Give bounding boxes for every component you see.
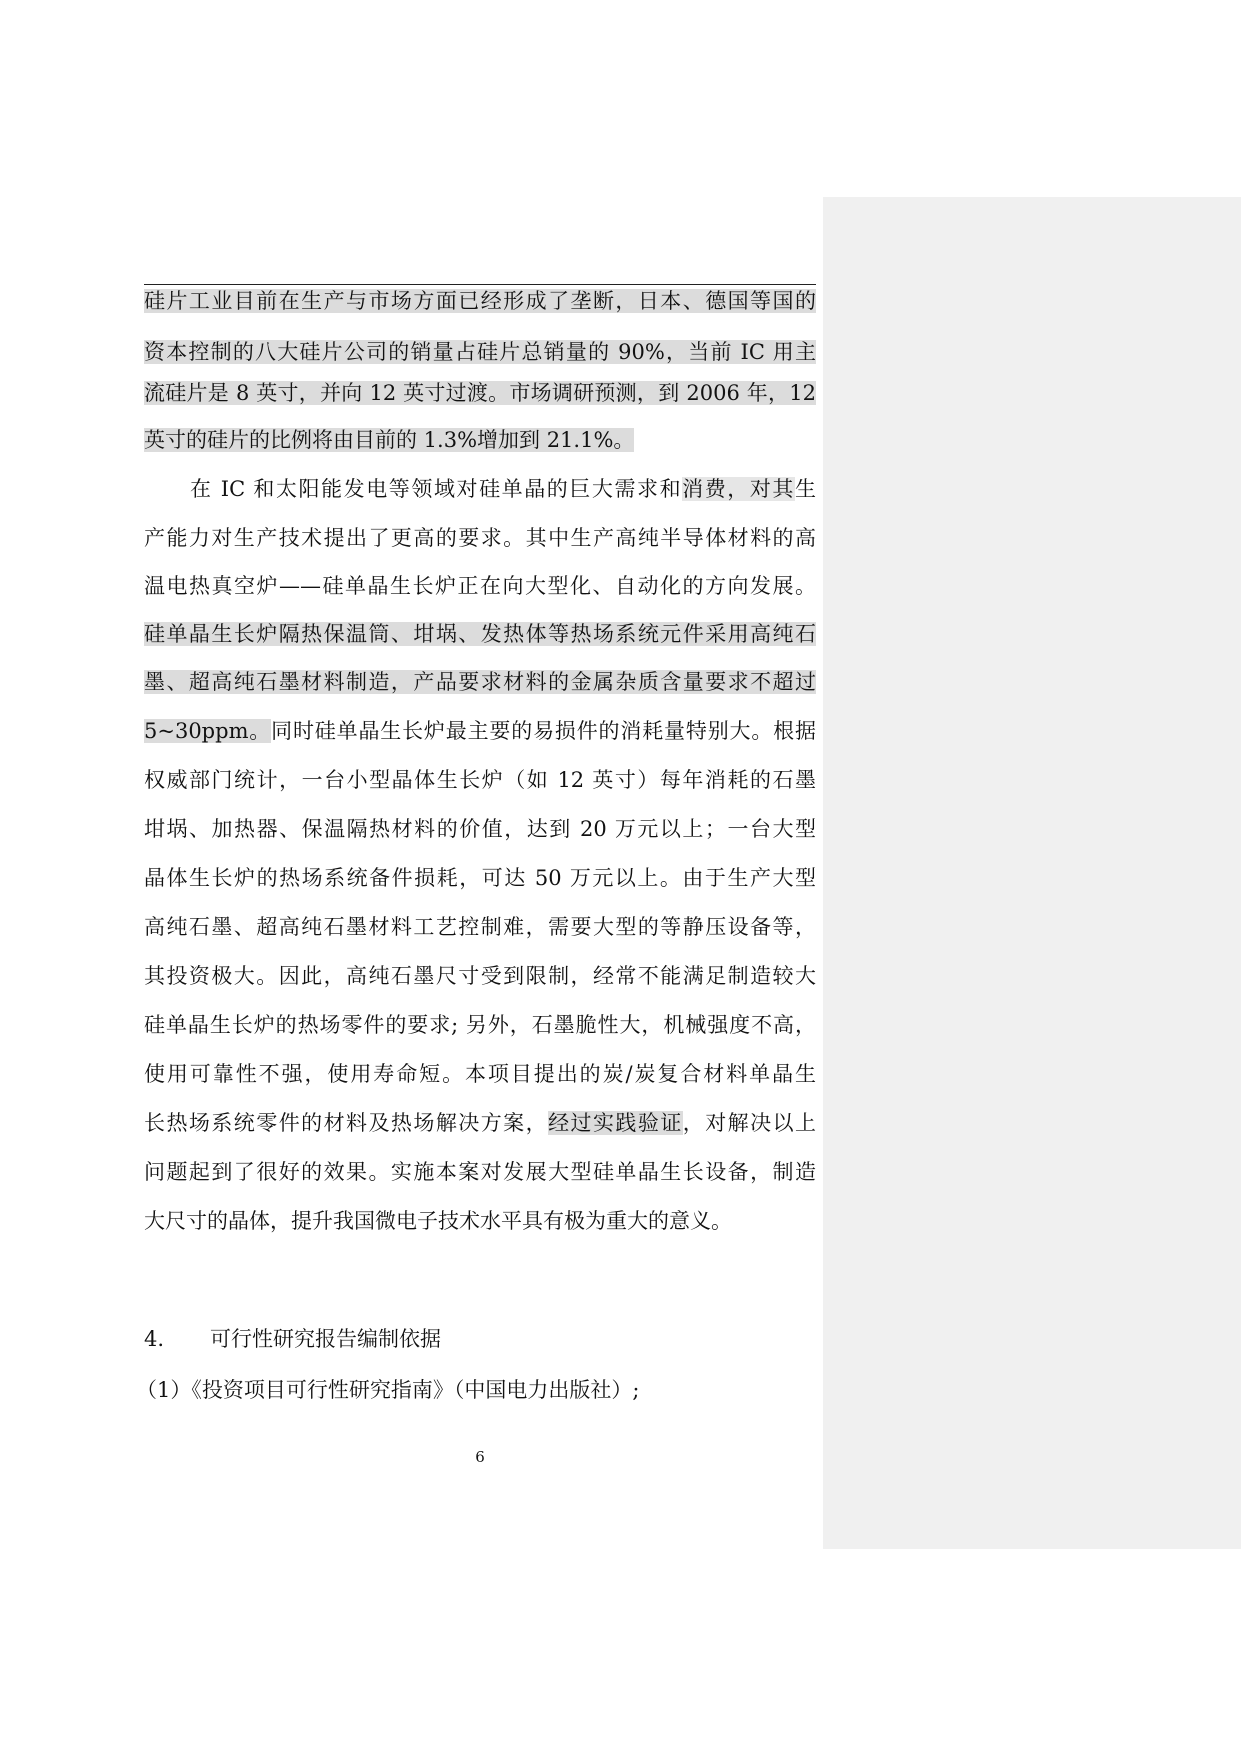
highlighted-text: 硅单晶生长炉隔热保温筒、坩埚、发热体等热场系统元件采用高纯石 bbox=[144, 622, 816, 646]
paragraph-line: 高纯石墨、超高纯石墨材料工艺控制难，需要大型的等静压设备等， bbox=[144, 915, 816, 939]
highlighted-text: 资本控制的八大硅片公司的销量占硅片总销量的 90%，当前 IC 用主 bbox=[144, 340, 816, 364]
body-text: 长热场系统零件的材料及热场解决方案， bbox=[144, 1111, 549, 1135]
paragraph-line: 硅单晶生长炉的热场零件的要求; 另外，石墨脆性大，机械强度不高， bbox=[144, 1013, 816, 1037]
paragraph-line bbox=[144, 368, 816, 419]
section-number: 4. bbox=[144, 1327, 165, 1351]
paragraph-line: 大尺寸的晶体，提升我国微电子技术水平具有极为重大的意义。 bbox=[144, 1209, 732, 1233]
highlighted-text: 英寸的硅片的比例将由目前的 1.3%增加到 21.1%。 bbox=[144, 428, 635, 452]
body-text: 同时硅单晶生长炉最主要的易损件的消耗量特别大。根据 bbox=[271, 719, 816, 743]
paragraph-line: 晶体生长炉的热场系统备件损耗，可达 50 万元以上。由于生产大型 bbox=[144, 866, 816, 890]
paragraph-line: 产能力对生产技术提出了更高的要求。其中生产高纯半导体材料的高 bbox=[144, 526, 816, 550]
paragraph-line bbox=[144, 1098, 816, 1149]
highlighted-text: 硅片工业目前在生产与市场方面已经形成了垄断，日本、德国等国的 bbox=[144, 289, 816, 313]
highlighted-text: 经过实践验证 bbox=[548, 1111, 683, 1135]
highlighted-text: 流硅片是 8 英寸，并向 12 英寸过渡。市场调研预测，到 2006 年，12 bbox=[144, 381, 816, 405]
body-text: 在 IC 和太阳能发电等领域对硅单晶的巨大需求和 bbox=[190, 477, 683, 501]
paragraph-line bbox=[144, 706, 816, 757]
paragraph-line bbox=[144, 415, 816, 466]
page-number: 6 bbox=[475, 1448, 485, 1466]
paragraph-line: 问题起到了很好的效果。实施本案对发展大型硅单晶生长设备，制造 bbox=[144, 1160, 816, 1184]
body-text: ，对解决以上 bbox=[682, 1111, 817, 1135]
section-title: 可行性研究报告编制依据 bbox=[210, 1327, 441, 1351]
paragraph-line: 使用可靠性不强，使用寿命短。本项目提出的炭/炭复合材料单晶生 bbox=[144, 1062, 816, 1086]
body-text: 生 bbox=[795, 477, 817, 501]
paragraph-line: 温电热真空炉——硅单晶生长炉正在向大型化、自动化的方向发展。 bbox=[144, 574, 816, 598]
section-heading bbox=[144, 1314, 441, 1365]
paragraph-line bbox=[144, 276, 816, 327]
paragraph-line: 坩埚、加热器、保温隔热材料的价值，达到 20 万元以上；一台大型 bbox=[144, 817, 816, 841]
paragraph-line: 权威部门统计，一台小型晶体生长炉（如 12 英寸）每年消耗的石墨 bbox=[144, 768, 816, 792]
paragraph-line: 其投资极大。因此，高纯石墨尺寸受到限制，经常不能满足制造较大 bbox=[144, 964, 816, 988]
highlighted-text: 墨、超高纯石墨材料制造，产品要求材料的金属杂质含量要求不超过 bbox=[144, 670, 816, 694]
comment-pane bbox=[823, 197, 1241, 1549]
paragraph-line bbox=[144, 609, 816, 660]
highlighted-text: 5~30ppm。 bbox=[144, 719, 272, 743]
paragraph-line bbox=[190, 464, 816, 515]
paragraph-line bbox=[144, 657, 816, 708]
reference-item: （1）《投资项目可行性研究指南》（中国电力出版社）; bbox=[136, 1378, 640, 1402]
highlighted-text: 消费，对其 bbox=[682, 477, 796, 501]
